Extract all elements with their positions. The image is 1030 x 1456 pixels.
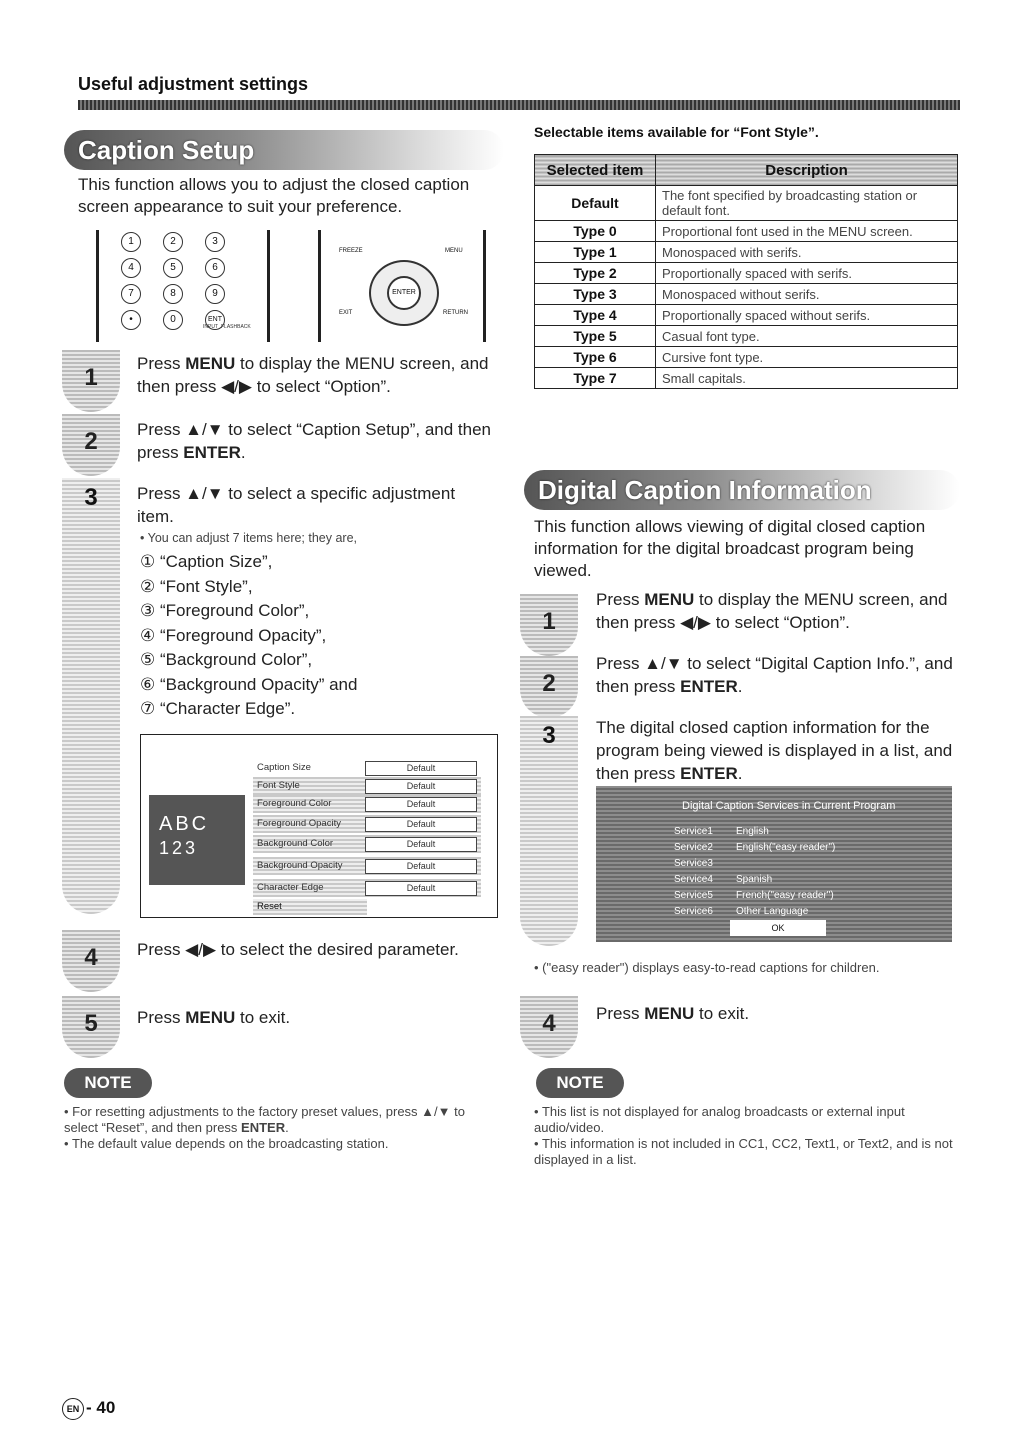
table-row: Type 3 Monospaced without serifs. [535, 284, 958, 305]
step-3-number: 3 [84, 484, 98, 511]
list-item: ⑥ “Background Opacity” and [140, 674, 358, 694]
font-style-heading: Selectable items available for “Font Style”. [534, 124, 819, 140]
caption-preview [149, 795, 245, 885]
remote-return-label: RETURN [443, 310, 468, 316]
menu-row[interactable]: Background Color Default [253, 835, 481, 853]
menu-row[interactable]: Caption Size Default [253, 759, 481, 777]
caption-preview-line1: ABC [159, 813, 210, 835]
remote-menu-label: MENU [445, 248, 463, 254]
note-item: • For resetting adjustments to the factory preset values, press ▲/▼ to select “Reset”, and then press ENTER. [64, 1104, 465, 1135]
digital-caption-intro: This function allows viewing of digital closed caption information for the digital broadcast program being viewed. [534, 517, 926, 580]
list-item: ⑤ “Background Color”, [140, 650, 313, 669]
table-row: Type 5 Casual font type. [535, 326, 958, 347]
reset-button[interactable]: Reset [253, 899, 367, 915]
dc-step-3-text: The digital closed caption information for the program being viewed is displayed in a list, and then press ENTER. [596, 718, 953, 783]
ok-button[interactable]: OK [730, 920, 826, 936]
list-item: Service6 [674, 906, 713, 917]
remote-btn-9: 9 [205, 284, 225, 304]
remote-btn-1: 1 [121, 232, 141, 252]
list-item: French("easy reader") [736, 890, 834, 901]
list-item: Service3 [674, 858, 713, 869]
note-badge: NOTE [64, 1068, 152, 1098]
note-item: • The default value depends on the broadcasting station. [64, 1136, 389, 1151]
table-row: Type 4 Proportionally spaced without serifs. [535, 305, 958, 326]
list-item: Service1 [674, 826, 713, 837]
table-row: Type 2 Proportionally spaced with serifs. [535, 263, 958, 284]
remote-number-pad [96, 230, 270, 342]
list-item: ① “Caption Size”, [140, 552, 273, 571]
step-3-bar [62, 478, 120, 914]
list-item: Service4 [674, 874, 713, 885]
table-row: Type 6 Cursive font type. [535, 347, 958, 368]
page-number: - 40 [86, 1398, 116, 1417]
caption-step-5-text: Press MENU to exit. [137, 1008, 291, 1027]
table-row: Type 1 Monospaced with serifs. [535, 242, 958, 263]
caption-step-3-text: Press ▲/▼ to select a specific adjustment item. [137, 484, 456, 526]
menu-row[interactable]: Foreground Opacity Default [253, 815, 481, 833]
remote-btn-0: 0 [163, 310, 183, 330]
list-item: Service2 [674, 842, 713, 853]
table-header: Selected item [535, 155, 656, 186]
en-badge-icon: EN [62, 1398, 84, 1420]
list-item: Spanish [736, 874, 773, 885]
table-row: Type 7 Small capitals. [535, 368, 958, 389]
step-4-number: 4 [62, 930, 120, 992]
menu-row[interactable]: Foreground Color Default [253, 795, 481, 813]
remote-btn-6: 6 [205, 258, 225, 278]
table-row: Default The font specified by broadcasting station or default font. [535, 186, 958, 221]
caption-adjustment-list [140, 550, 357, 722]
dc-step-4-text: Press MENU to exit. [596, 1004, 750, 1023]
digital-caption-title: Digital Caption Information [524, 470, 960, 510]
dc-step-1-number: 1 [520, 594, 578, 656]
list-item: English("easy reader") [736, 842, 836, 853]
font-style-table [534, 154, 958, 389]
remote-enter-button: ENTER [387, 276, 421, 310]
menu-row[interactable]: Font Style Default [253, 777, 481, 795]
list-item: ③ “Foreground Color”, [140, 601, 310, 620]
remote-btn-4: 4 [121, 258, 141, 278]
dc-step-3-bar [520, 716, 578, 946]
table-row: Type 0 Proportional font used in the MENU screen. [535, 221, 958, 242]
dc-screen-title: Digital Caption Services in Current Program [682, 800, 896, 812]
remote-btn-5: 5 [163, 258, 183, 278]
page-header: Useful adjustment settings [78, 74, 309, 94]
list-item: ④ “Foreground Opacity”, [140, 625, 327, 645]
caption-setup-title: Caption Setup [64, 130, 504, 170]
step-2-number: 2 [62, 414, 120, 476]
note-badge: NOTE [536, 1068, 624, 1098]
remote-btn-3: 3 [205, 232, 225, 252]
caption-setup-intro: This function allows you to adjust the closed caption screen appearance to suit your preference. [78, 175, 470, 216]
remote-btn-dot: • [121, 310, 141, 330]
remote-btn-8: 8 [163, 284, 183, 304]
dc-notes [534, 1104, 954, 1168]
step-1-number: 1 [62, 350, 120, 412]
list-item: ⑦ “Character Edge”. [140, 699, 296, 718]
caption-setup-screen [140, 734, 498, 918]
caption-step-1-text: Press MENU to display the MENU screen, and then press ◀/▶ to select “Option”. [137, 354, 489, 396]
dc-step-2-number: 2 [520, 656, 578, 718]
dc-step-3-number: 3 [542, 722, 556, 749]
caption-notes [64, 1104, 494, 1152]
note-item: • This list is not displayed for analog broadcasts or external input audio/video. [534, 1104, 905, 1135]
list-item: Other Language [736, 906, 809, 917]
remote-btn-7: 7 [121, 284, 141, 304]
digital-caption-screen [596, 786, 952, 942]
list-item: ② “Font Style”, [140, 576, 253, 596]
remote-menu-pad [318, 230, 486, 342]
remote-btn-2: 2 [163, 232, 183, 252]
menu-row[interactable]: Background Opacity Default [253, 857, 481, 875]
step-5-number: 5 [62, 996, 120, 1058]
remote-freeze-label: FREEZE [339, 248, 363, 254]
remote-btn-ent: ENT [205, 310, 225, 330]
menu-row[interactable]: Character Edge Default [253, 879, 481, 897]
header-rule [78, 100, 960, 110]
table-header: Description [656, 155, 958, 186]
caption-step-2-text: Press ▲/▼ to select “Caption Setup”, and then press ENTER. [137, 420, 491, 462]
remote-exit-label: EXIT [339, 310, 353, 316]
list-item: English [736, 826, 769, 837]
list-item: Service5 [674, 890, 713, 901]
dc-bullet: • ("easy reader") displays easy-to-read captions for children. [534, 960, 880, 975]
remote-flashback-label: FLASHBACK [221, 324, 251, 330]
caption-preview-line2: 123 [159, 838, 199, 858]
remote-input-label: INPUT [203, 324, 218, 330]
note-item: • This information is not included in CC1, CC2, Text1, or Text2, and is not displayed in a list. [534, 1136, 953, 1167]
caption-step-4-text: Press ◀/▶ to select the desired parameter. [137, 940, 459, 959]
dc-step-2-text: Press ▲/▼ to select “Digital Caption Info.”, and then press ENTER. [596, 654, 953, 696]
caption-step-3-bullet: • You can adjust 7 items here; they are, [140, 531, 358, 545]
dc-step-4-number: 4 [520, 996, 578, 1058]
dc-step-1-text: Press MENU to display the MENU screen, and then press ◀/▶ to select “Option”. [596, 590, 948, 632]
